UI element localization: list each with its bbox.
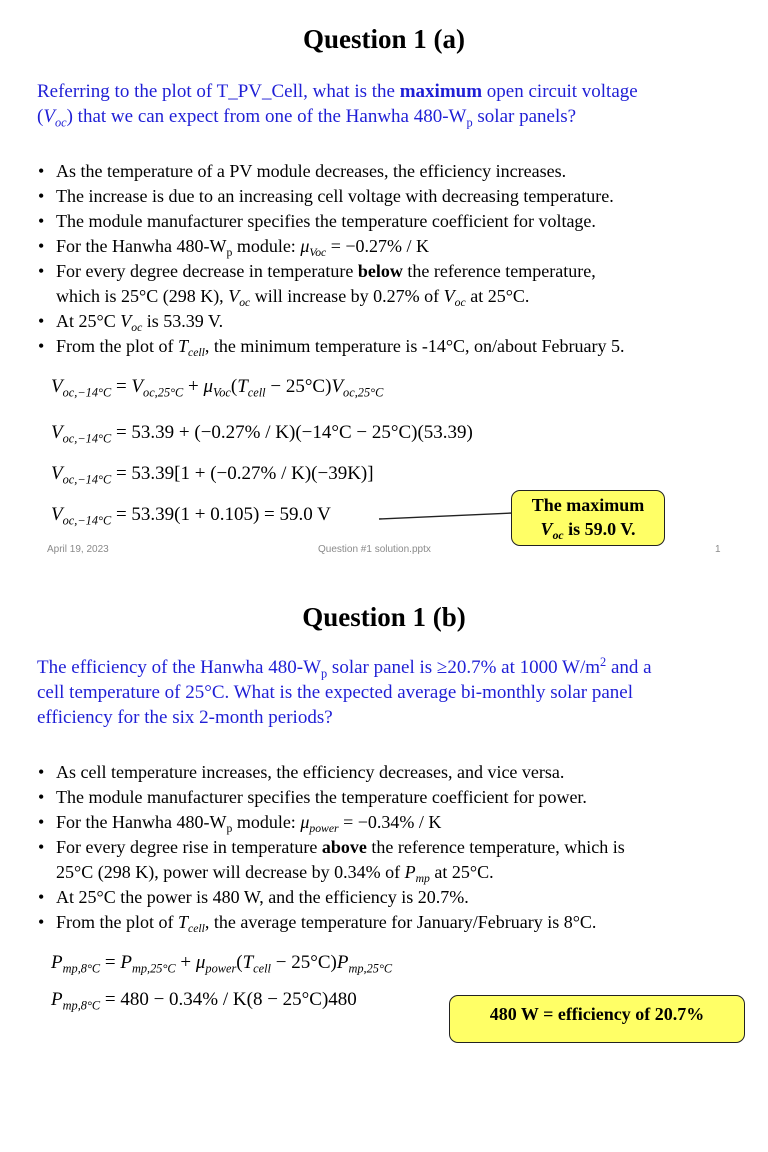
equation-1: $P_{mp,8^\circ C} = P_{mp,25^\circ C} + \mu_{power}(T_{cell} - 25^\circ C)P_{mp,25^\circ C}$: [51, 952, 393, 976]
callout-box: 480 W = efficiency of 20.7%: [449, 995, 745, 1043]
list-item: • The module manufacturer specifies the temperature coefficient for power.: [36, 785, 625, 810]
list-item: • From the plot of $T_{cell}$, the minimum temperature is -14°C, on/about February 5.: [36, 334, 625, 359]
bullet-list: [36, 760, 625, 935]
list-item: • As the temperature of a PV module decreases, the efficiency increases.: [36, 159, 625, 184]
list-item: • As cell temperature increases, the efficiency decreases, and vice versa.: [36, 760, 625, 785]
list-item: • For every degree decrease in temperature below the reference temperature, which is 25°C (298 K), $V_{oc}$ will increase by 0.27% of $V_{oc}$ at 25°C.: [36, 259, 625, 309]
footer-date: April 19, 2023: [47, 544, 109, 555]
equation-3: $V_{oc,-14^\circ C} = 53.39[1 + (-0.27\% / K)(-39K)]$: [51, 463, 374, 487]
list-item: • From the plot of $T_{cell}$, the average temperature for January/February is 8°C.: [36, 910, 625, 935]
slide-question-1b: [0, 576, 768, 1152]
equation-4: $V_{oc,-14^\circ C} = 53.39(1 + 0.105) = 59.0$ V: [51, 504, 331, 528]
list-item: • For the Hanwha $480-W_p$ module: $\mu_{power} = -0.34\% / K$: [36, 810, 625, 835]
equation-2: $V_{oc,-14^\circ C} = 53.39 + (-0.27\% / K)(-14^\circ C - 25^\circ C)(53.39)$: [51, 422, 473, 446]
slide-title: Question 1 (b): [302, 602, 466, 632]
list-item: • The module manufacturer specifies the temperature coefficient for voltage.: [36, 209, 625, 234]
question-text: The efficiency of the Hanwha $480-W_p$ solar panel is ≥20.7% at 1000 $W/m^2$ and a cell temperature of 25°C. What is the expected average bi-monthly solar panel efficiency for the six 2-month periods?: [37, 655, 652, 728]
footer-filename: Question #1 solution.pptx: [318, 544, 431, 555]
footer-page-number: 1: [715, 544, 721, 555]
equation-2: $P_{mp,8^\circ C} = 480 - 0.34\% / K(8 - 25^\circ C)480$: [51, 989, 357, 1013]
callout-pointer: [375, 505, 515, 527]
list-item: • For the Hanwha $480-W_p$ module: $\mu_{Voc} = -0.27\% / K$: [36, 234, 625, 259]
list-item: • At 25°C the power is 480 W, and the efficiency is 20.7%.: [36, 885, 625, 910]
slide-title: Question 1 (a): [303, 24, 465, 54]
question-text: Referring to the plot of T_PV_Cell, what is the maximum open circuit voltage $(V_{oc})$ that we can expect from one of the Hanwha $480-W_p$ solar panels?: [37, 81, 638, 130]
list-item: • The increase is due to an increasing cell voltage with decreasing temperature.: [36, 184, 625, 209]
bullet-list: [36, 159, 625, 359]
callout-box: The maximum $V_{oc}$ is 59.0 V.: [511, 490, 665, 546]
list-item: • At 25°C $V_{oc}$ is 53.39 V.: [36, 309, 625, 334]
list-item: • For every degree rise in temperature above the reference temperature, which is 25°C (298 K), power will decrease by 0.34% of $P_{mp}$ at 25°C.: [36, 835, 625, 885]
equation-1: $V_{oc,-14^\circ C} = V_{oc,25^\circ C} + \mu_{Voc}(T_{cell} - 25^\circ C)V_{oc,25^\circ C}$: [51, 376, 384, 400]
